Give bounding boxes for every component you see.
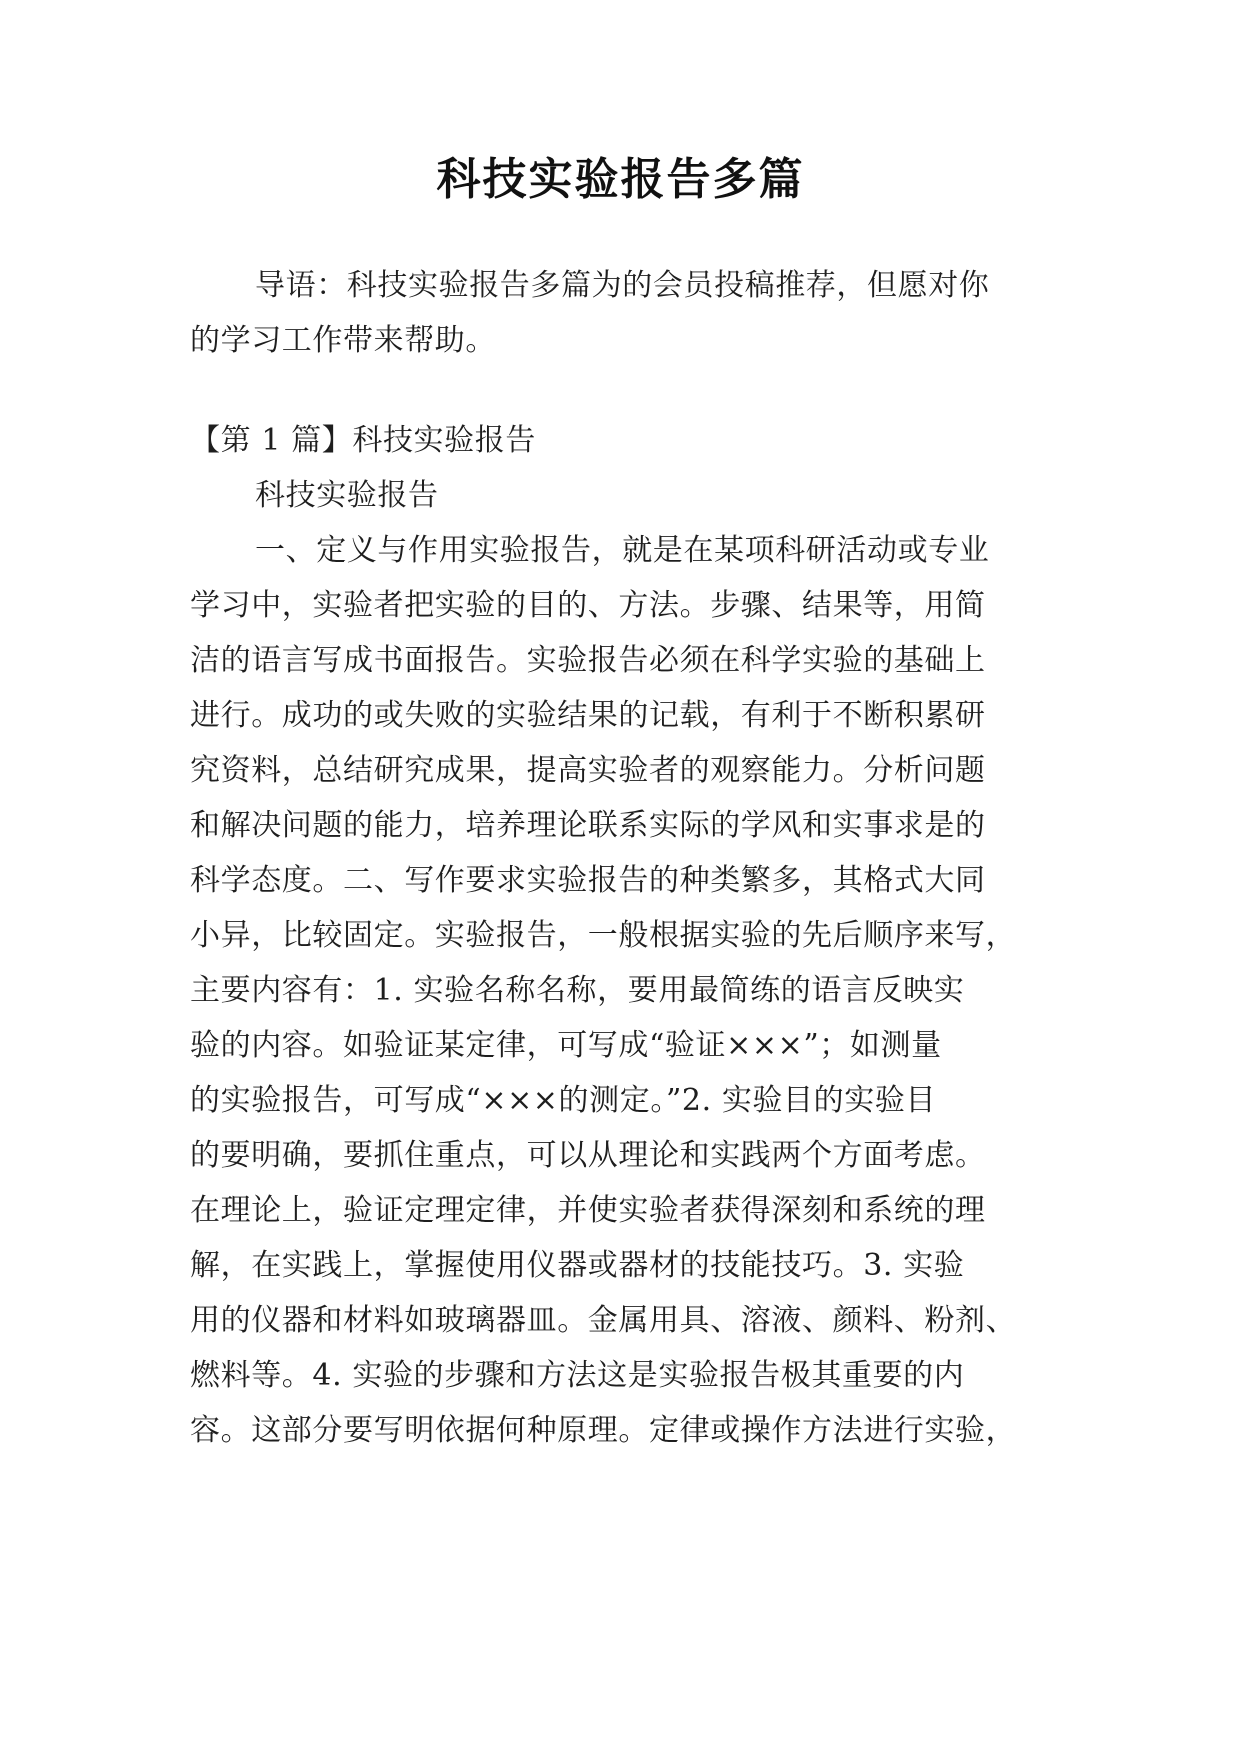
body-line: 验的内容。如验证某定律，可写成“验证×××”；如测量 bbox=[190, 1028, 942, 1063]
body-line: 一、定义与作用实验报告，就是在某项科研活动或专业 bbox=[255, 533, 990, 568]
body-line: 燃料等。4. 实验的步骤和方法这是实验报告极其重要的内 bbox=[190, 1358, 965, 1393]
body-line: 在理论上，验证定理定律，并使实验者获得深刻和系统的理 bbox=[190, 1193, 986, 1228]
section-subtitle: 科技实验报告 bbox=[255, 478, 439, 513]
body-line: 解，在实践上，掌握使用仪器或器材的技能技巧。3. 实验 bbox=[190, 1248, 965, 1283]
body-line: 用的仪器和材料如玻璃器皿。金属用具、溶液、颜料、粉剂、 bbox=[190, 1303, 1017, 1338]
document-title: 科技实验报告多篇 bbox=[436, 154, 805, 205]
body-line: 科学态度。二、写作要求实验报告的种类繁多，其格式大同 bbox=[190, 863, 986, 898]
body-line: 究资料，总结研究成果，提高实验者的观察能力。分析问题 bbox=[190, 753, 986, 788]
body-line: 的要明确，要抓住重点，可以从理论和实践两个方面考虑。 bbox=[190, 1138, 986, 1173]
body-line: 小异，比较固定。实验报告，一般根据实验的先后顺序来写， bbox=[190, 918, 1017, 953]
intro-line: 的学习工作带来帮助。 bbox=[190, 323, 496, 358]
body-line: 主要内容有：1. 实验名称名称，要用最简练的语言反映实 bbox=[190, 973, 965, 1008]
body-line: 和解决问题的能力，培养理论联系实际的学风和实事求是的 bbox=[190, 808, 986, 843]
body-line: 容。这部分要写明依据何种原理。定律或操作方法进行实验， bbox=[190, 1413, 1017, 1448]
body-line: 学习中，实验者把实验的目的、方法。步骤、结果等，用简 bbox=[190, 588, 986, 623]
intro-line: 导语：科技实验报告多篇为的会员投稿推荐，但愿对你 bbox=[255, 268, 990, 303]
section-heading: 【第 1 篇】科技实验报告 bbox=[190, 423, 536, 458]
body-line: 的实验报告，可写成“×××的测定。”2. 实验目的实验目 bbox=[190, 1083, 937, 1118]
body-line: 洁的语言写成书面报告。实验报告必须在科学实验的基础上 bbox=[190, 643, 986, 678]
body-line: 进行。成功的或失败的实验结果的记载，有利于不断积累研 bbox=[190, 698, 986, 733]
